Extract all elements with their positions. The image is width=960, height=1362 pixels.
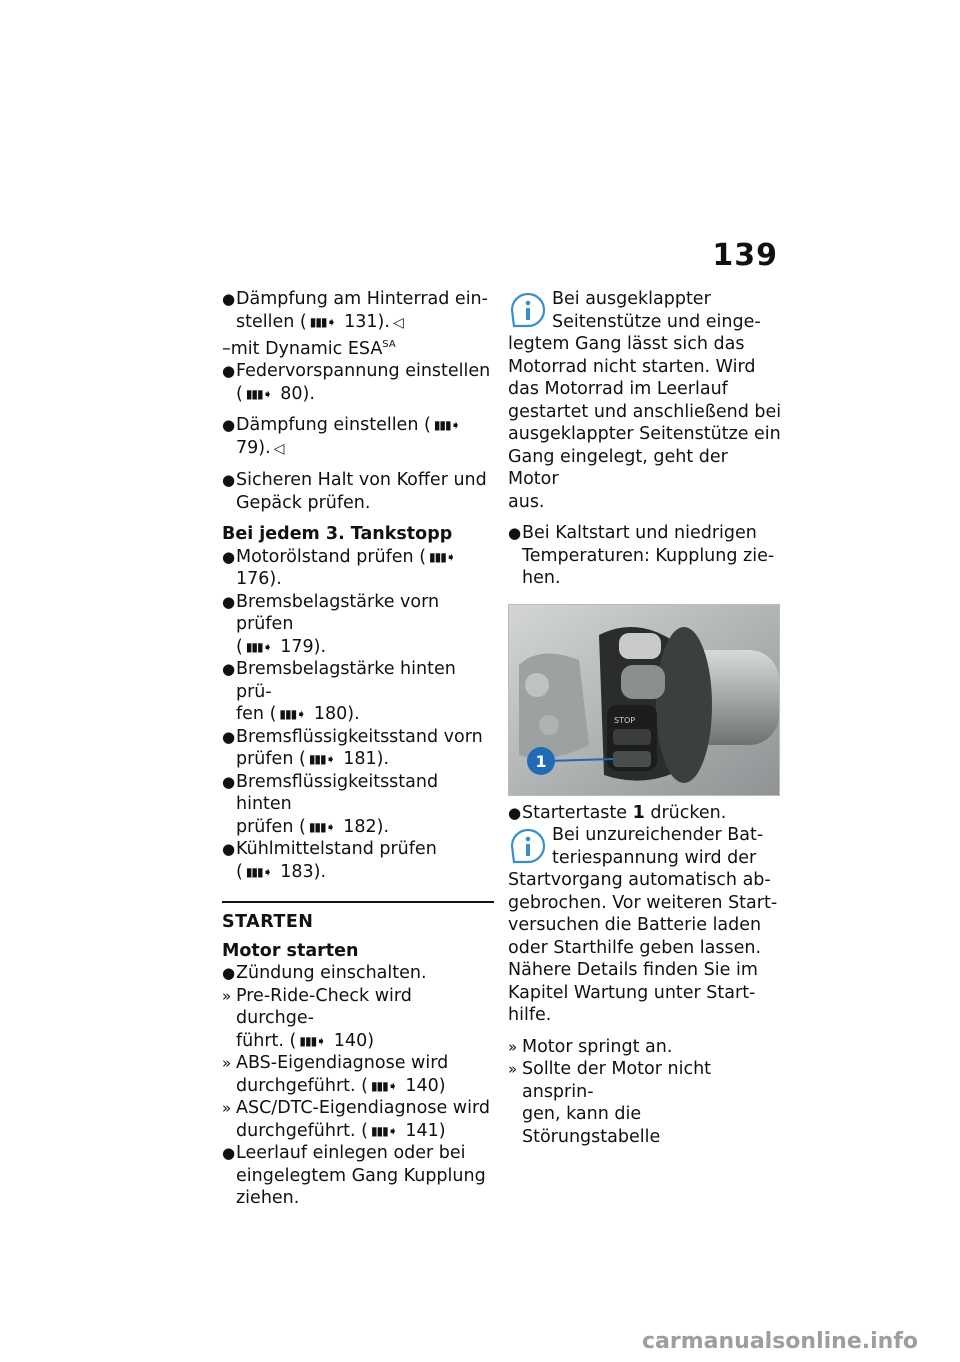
result-item xyxy=(508,1036,783,1059)
text-line: prüfen ( ▮▮▮➧ 181). xyxy=(236,749,390,770)
bullet-icon: ● xyxy=(222,290,236,308)
result-arrow-icon: » xyxy=(222,986,232,1005)
text-line: durchgeführt. ( ▮▮▮➧ 140) xyxy=(236,1075,446,1096)
page-ref-arrow-icon[interactable]: ▮▮▮➧ xyxy=(279,707,306,722)
bullet-icon: ● xyxy=(508,803,522,822)
text-line: Bremsflüssigkeitsstand vorn xyxy=(236,726,483,747)
text-line: Bei ausgeklappter xyxy=(552,289,711,309)
text-line: ( ▮▮▮➧ 179). xyxy=(236,636,327,657)
text-line: oder Starthilfe geben lassen. xyxy=(508,937,762,958)
left-column xyxy=(222,288,494,1210)
text-line: Startertaste 1 drücken. xyxy=(522,802,727,823)
text-line: Sollte der Motor nicht ansprin- xyxy=(522,1059,712,1102)
text-line: Motorrad nicht starten. Wird xyxy=(508,356,756,377)
bullet-icon: ● xyxy=(222,840,236,859)
list-item xyxy=(222,658,494,726)
text-line: Leerlauf einlegen oder bei xyxy=(236,1143,466,1164)
text-line: Sicheren Halt von Koffer und xyxy=(236,470,487,491)
end-triangle-icon: ◁ xyxy=(273,440,285,457)
text-line: Dämpfung am Hinterrad ein- xyxy=(236,289,488,309)
text-line: aus. xyxy=(508,491,545,512)
text-line: Motor springt an. xyxy=(522,1036,673,1057)
page-ref-arrow-icon[interactable]: ▮▮▮➧ xyxy=(245,386,272,401)
text-line: Motorölstand prüfen ( ▮▮▮➧ 176). xyxy=(236,546,455,590)
page-ref-arrow-icon[interactable]: ▮▮▮➧ xyxy=(245,864,272,879)
bullet-icon: ● xyxy=(222,660,236,679)
list-item xyxy=(222,546,494,591)
section-title: STARTEN xyxy=(222,912,314,933)
text-line: ( ▮▮▮➧ 183). xyxy=(236,861,327,882)
text-line: Bei Kaltstart und niedrigen xyxy=(522,523,757,543)
list-item xyxy=(222,838,494,883)
text-line: Bremsflüssigkeitsstand hinten xyxy=(236,771,439,815)
text-line: teriespannung wird der xyxy=(552,847,757,868)
text-line: Kapitel Wartung unter Start- xyxy=(508,982,756,1003)
page-ref-arrow-icon[interactable]: ▮▮▮➧ xyxy=(370,1123,397,1138)
text-line: eingelegtem Gang Kupplung xyxy=(236,1165,486,1186)
result-item xyxy=(222,1052,494,1097)
result-arrow-icon: » xyxy=(222,1099,232,1118)
text-line: hilfe. xyxy=(508,1005,552,1025)
switch-illustration xyxy=(509,605,779,795)
text-line: Zündung einschalten. xyxy=(236,963,427,984)
result-item xyxy=(222,1097,494,1142)
handlebar-switch-photo xyxy=(508,604,780,796)
list-item xyxy=(222,726,494,771)
page-ref-arrow-icon[interactable]: ▮▮▮➧ xyxy=(245,639,272,654)
text-line: Gepäck prüfen. xyxy=(236,492,371,513)
text-line: legtem Gang lässt sich das xyxy=(508,334,745,354)
text-line: Gang eingelegt, geht der Motor xyxy=(508,446,728,489)
text-line: führt. ( ▮▮▮➧ 140) xyxy=(236,1030,375,1051)
text-line: Bremsbelagstärke hinten prü- xyxy=(236,659,456,702)
bullet-icon: ● xyxy=(222,592,236,611)
list-item xyxy=(222,288,494,334)
page-ref-arrow-icon[interactable]: ▮▮▮➧ xyxy=(370,1078,397,1093)
bullet-icon: ● xyxy=(222,362,236,381)
info-note xyxy=(508,824,783,1027)
text-line: Nähere Details finden Sie im xyxy=(508,960,758,980)
end-triangle-icon: ◁ xyxy=(392,314,404,331)
info-icon xyxy=(508,828,548,868)
bullet-icon: ● xyxy=(508,524,522,542)
text-line: prüfen ( ▮▮▮➧ 182). xyxy=(236,816,390,837)
page-number: 139 xyxy=(712,238,778,273)
result-arrow-icon: » xyxy=(508,1060,518,1078)
text-line: Kühlmittelstand prüfen xyxy=(236,839,437,860)
text-line: Temperaturen: Kupplung zie- xyxy=(522,545,775,566)
text-line: Federvorspannung einstellen xyxy=(236,361,491,382)
list-item xyxy=(222,771,494,839)
text-line: das Motorrad im Leerlauf xyxy=(508,379,728,399)
stop-label: STOP xyxy=(614,715,636,725)
text-line: gebrochen. Vor weiteren Start- xyxy=(508,892,778,913)
text-line: ziehen. xyxy=(236,1188,300,1209)
bullet-icon: ● xyxy=(222,547,236,566)
page-ref-arrow-icon[interactable]: ▮▮▮➧ xyxy=(299,1033,326,1048)
right-column xyxy=(508,288,783,1148)
text-line: Pre-Ride-Check wird durchge- xyxy=(236,985,412,1029)
text-line: Seitenstütze und einge- xyxy=(552,311,761,332)
text-line: ABS-Eigendiagnose wird xyxy=(236,1053,449,1074)
subheading: Motor starten xyxy=(222,940,359,961)
watermark[interactable]: carmanualsonline.info xyxy=(642,1329,918,1354)
condition-line: –mit Dynamic $ESA^{SA}$ xyxy=(222,338,396,359)
info-note xyxy=(508,288,783,513)
result-item xyxy=(222,985,494,1053)
text-line: ( ▮▮▮➧ 80). xyxy=(236,383,315,404)
text-line: versuchen die Batterie laden xyxy=(508,915,762,935)
result-item xyxy=(508,1058,783,1148)
page-ref-arrow-icon[interactable]: ▮▮▮➧ xyxy=(309,314,336,329)
list-item xyxy=(508,802,783,825)
text-line: Bremsbelagstärke vorn prüfen xyxy=(236,591,440,635)
bullet-icon: ● xyxy=(222,1144,236,1163)
section-divider xyxy=(222,901,494,934)
page-ref-arrow-icon[interactable]: ▮▮▮➧ xyxy=(429,549,455,564)
list-item xyxy=(222,962,494,985)
list-item xyxy=(222,1142,494,1210)
result-arrow-icon: » xyxy=(222,1054,232,1073)
bullet-icon: ● xyxy=(222,772,236,791)
text-line: gen, kann die Störungstabelle xyxy=(522,1104,661,1147)
info-icon xyxy=(508,292,548,332)
result-arrow-icon: » xyxy=(508,1037,518,1056)
page-ref-arrow-icon[interactable]: ▮▮▮➧ xyxy=(308,752,335,767)
bullet-icon: ● xyxy=(222,471,236,490)
text-line: ausgeklappter Seitenstütze ein xyxy=(508,424,781,444)
list-item xyxy=(222,469,494,514)
bullet-icon: ● xyxy=(222,964,236,983)
list-item xyxy=(222,414,494,460)
text-line: stellen ( ▮▮▮➧ 131). ◁ xyxy=(236,311,404,332)
text-line: Startvorgang automatisch ab- xyxy=(508,870,771,890)
subheading: Bei jedem 3. Tankstopp xyxy=(222,524,453,545)
list-item xyxy=(508,522,783,590)
bullet-icon: ● xyxy=(222,416,236,435)
bullet-icon: ● xyxy=(222,727,236,746)
text-line: fen ( ▮▮▮➧ 180). xyxy=(236,704,360,725)
list-item xyxy=(222,591,494,659)
text-line: durchgeführt. ( ▮▮▮➧ 141) xyxy=(236,1120,446,1141)
text-line: gestartet und anschließend bei xyxy=(508,401,782,422)
text-line: Dämpfung einstellen ( ▮▮▮➧ 79). ◁ xyxy=(236,415,460,458)
callout-label: 1 xyxy=(535,751,547,771)
page-ref-arrow-icon[interactable]: ▮▮▮➧ xyxy=(308,819,335,834)
text-line: Bei unzureichender Bat- xyxy=(552,825,764,845)
text-line: hen. xyxy=(522,568,561,588)
page-ref-arrow-icon[interactable]: ▮▮▮➧ xyxy=(433,418,460,433)
list-item xyxy=(222,360,494,405)
text-line: ASC/DTC-Eigendiagnose wird xyxy=(236,1098,490,1119)
